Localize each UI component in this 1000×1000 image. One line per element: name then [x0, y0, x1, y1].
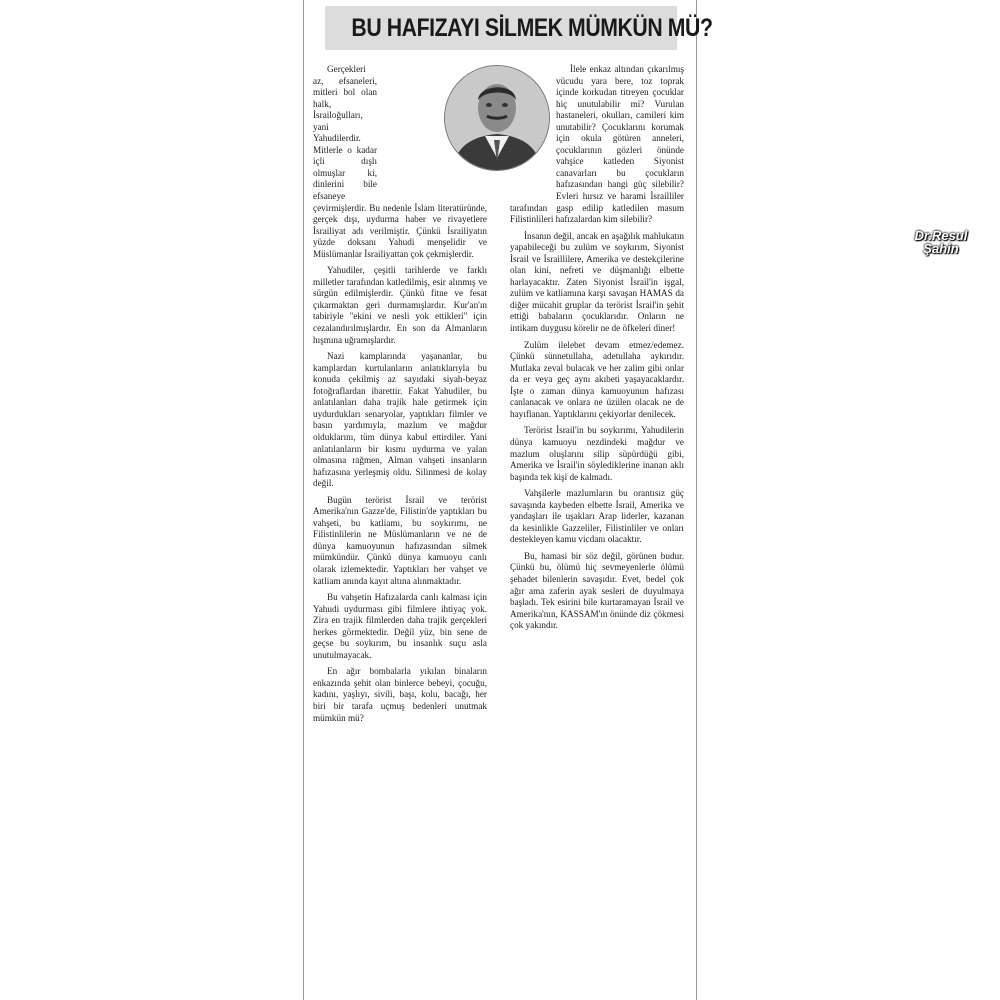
left-paragraph: Gerçekleri az, efsaneleri, mitleri bol olan halk, İsrailoğulları, yani Yahudilerdir. Mitlerle o kadar içli dışlı olmuşlar ki, dinlerini bile efsaneye çevirmişlerdir. Bu nedenle İslam literatüründe, gerçek dışı, uydurma haber ve rivayetlere İsrailiyat adı verilmiştir. Çünkü İsrailiyatın yüzde doksanı Yahudi menşelidir ve Müslümanlar İsrailiyattan çok çekmişlerdir.	[313, 64, 487, 259]
left-paragraph: Yahudiler, çeşitli tarihlerde ve farklı milletler tarafından katledilmiş, esir alınmış ve sürgün edilmişlerdir. Çünkü fitne ve fesat çıkarmaktan geri durmamışlardır. Kur'an'ın tabiriyle "ekini ve nesli yok ettikleri" için cezalandırılmışlardır. En son da Almanların hışmına uğramışlardır.	[313, 265, 487, 345]
author-byline	[889, 229, 993, 255]
right-paragraph: Zulüm ilelebet devam etmez/edemez. Çünkü sünnetullaha, adetullaha aykırıdır. Mutlaka zeval bulacak ve her zalim gibi onlar da er veya geç aynı akıbeti yaşayacaklardır. İşte o zaman dünya kamuoyunun hafızası canlanacak ve onlara ne üzülen olacak ne de hayıflanan. Yaptıklarını çekiyorlar denilecek.	[510, 339, 684, 419]
author-portrait	[444, 65, 550, 171]
portrait-illustration	[445, 66, 549, 170]
article-title: BU HAFIZAYI SİLMEK MÜMKÜN MÜ?	[351, 14, 713, 42]
right-paragraph: Vahşilerle mazlumların bu orantısız güç savaşında kaybeden elbette İsrail, Amerika ve yandaşları ile uşakları Arap liderler, kazanan da kesinlikle Gazzeliler, Filistinliler ve onları destekleyen kamu vicdanı olacaktır.	[510, 488, 684, 545]
right-column	[510, 64, 684, 1000]
author-name-line1: Dr.Resul	[914, 228, 968, 243]
right-paragraph: Terörist İsrail'in bu soykırımı, Yahudilerin dünya kamuoyu nezdindeki mağdur ve mazlum oluşlarını silip süpürdüğü gibi, Amerika ve İsrail'in söylediklerine inanan aklı başında tek kişi de kalmadı.	[510, 425, 684, 482]
right-paragraph: İlele enkaz altından çıkarılmış vücudu yara bere, toz toprak içinde korkudan titreyen çocuklar hiç unutulabilir mi? Vurulan hastaneleri, okulları, camileri kim unutabilir? Çocuklarını korumak için okula götüren anneleri, çocuklarının gözleri önünde vahşice katleden Siyonist canavarları bu çocukların hafızasından hangi güç silebilir? Evleri hırsız ve harami İsrailliler tarafından gasp edilip katledilen masum Filistinlileri hafızalardan kim silebilir?	[510, 64, 684, 225]
left-paragraph: Nazi kamplarında yaşananlar, bu kamplardan kurtulanların anlatıklarıyla bu konuda çekilmiş az sayıdaki siyah-beyaz fotoğraflardan ibarettir. Fakat Yahudiler, bu anlatılanları daha trajik hale getirmek için uydurdukları senaryolar, yaptıkları filmler ve basın yardımıyla, mazlum ve mağdur olduklarını, tüm dünya kabul ettirdiler. Yani anlatılanların bir kısmı uydurma ve yalan olmasına rağmen, Alman vahşeti insanların hafızasına yerleşmiş oldu. Silinmesi de kolay değil.	[313, 351, 487, 489]
left-paragraph: En ağır bombalarla yıkılan binaların enkazında şehit olan binlerce bebeyi, çocuğu, kadını, yaşlıyı, sivili, başı, kolu, bacağı, her biri bir tarafa uçmuş bedenleri unutmak mümkün mü?	[313, 666, 487, 723]
left-paragraph: Bu vahşetin Hafızalarda canlı kalması için Yahudi uydurması gibi filmlere ihtiyaç yok. Zira en trajik filmlerden daha trajik gerçekleri herkes görmektedir. Değil yüz, bin sene de geçse bu soykırım, bu insanlık suçu asla unutulmayacak.	[313, 592, 487, 660]
left-paragraph: Bugün terörist İsrail ve terörist Amerika'nın Gazze'de, Filistin'de yaptıkları bu vahşeti, bu katliamı, bu soykırımı, ne Filistinlilerin ne Müslümanların ve ne de dünya kamuoyunun hafızasından silmek mümkündür. Çünkü dünya kamuoyu canlı olarak izlemektedir. Yaptıkları her vahşet ve katliam anında kayıt altına alınmaktadır.	[313, 494, 487, 586]
right-paragraph: Bu, hamasi bir söz değil, görünen budur. Çünkü bu, ölümü hiç sevmeyenlerle ölümü şehadet bilenlerin savaşıdır. Evet, bedel çok ağır ama zaferin ayak sesleri de duyulmaya başladı. Tek esirini bile kurtaramayan İsrail ve Amerika'nın, KASSAM'ın önünde diz çökmesi çok yakındır.	[510, 550, 684, 631]
author-name-line2: Şahin	[923, 241, 959, 256]
right-paragraph: İnsanın değil, ancak en aşağılık mahlukatın yapabileceği bu zulüm ve soykırım, Siyonist İsrail ve İsraillilere, Amerika ve destekçilerine olan kini, nefreti ve düşmanlığı elbette harlayacaktır. Zaten Siyonist İsrail'in işgal, zulüm ve katliamına karşı savaşan HAMAS da diğer mücahit gruplar da terörist İsrail'in şehit ettiği babaların çocuklarıdır. Onların ne intikam duygusu körelir ne de öfkeleri diner!	[510, 230, 684, 334]
left-column	[313, 64, 487, 1000]
